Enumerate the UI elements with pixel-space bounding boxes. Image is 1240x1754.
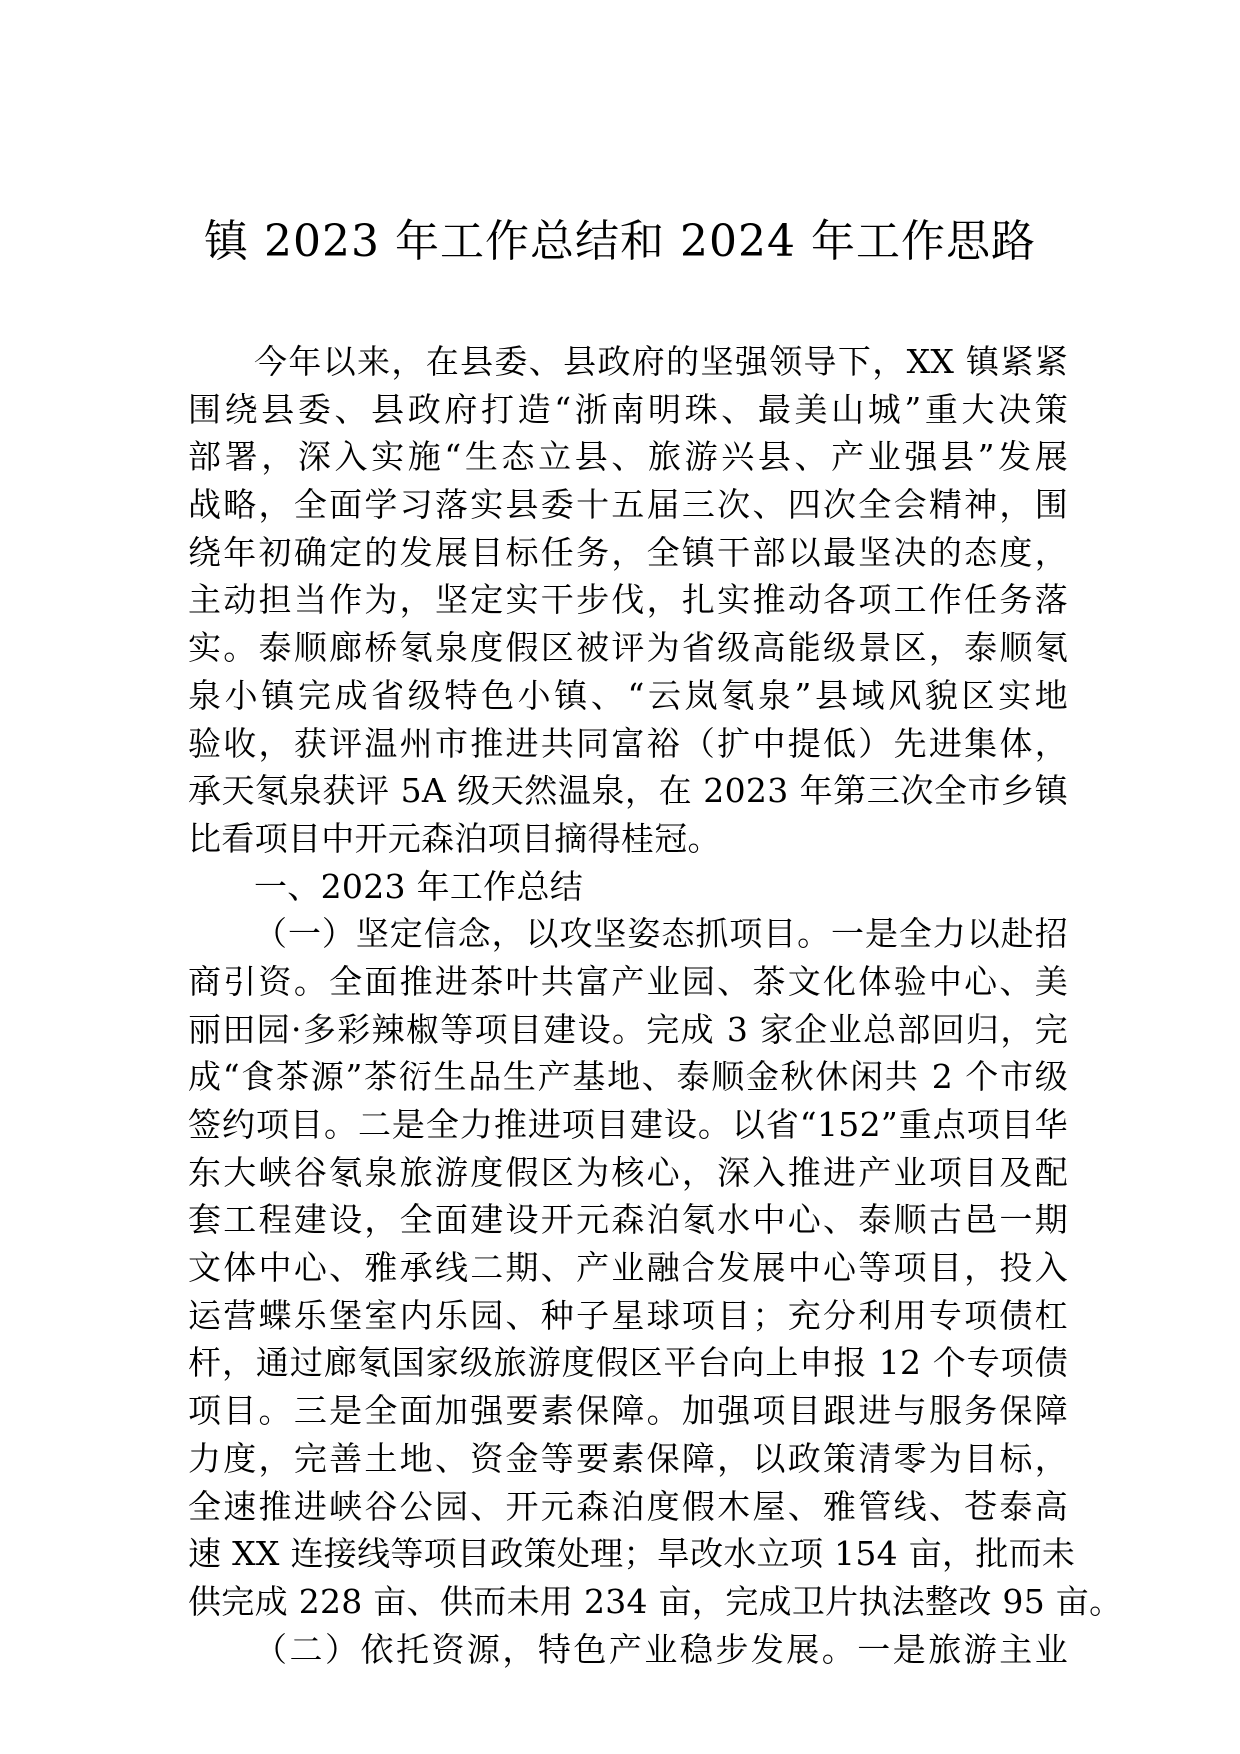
intro-line: 承天氡泉获评 5A 级天然温泉，在 2023 年第三次全市乡镇 <box>188 771 1068 811</box>
intro-line: 比看项目中开元森泊项目摘得桂冠。 <box>188 818 721 858</box>
section-one-line: 东大峡谷氡泉旅游度假区为核心，深入推进产业项目及配 <box>188 1152 1068 1192</box>
section-one-line: 速 XX 连接线等项目政策处理；旱改水立项 154 亩，批而未 <box>188 1534 1076 1574</box>
section-one-line: 签约项目。二是全力推进项目建设。以省“152”重点项目华 <box>188 1105 1068 1144</box>
intro-line: 验收，获评温州市推进共同富裕（扩中提低）先进集体， <box>188 723 1068 763</box>
intro-line: 绕年初确定的发展目标任务，全镇干部以最坚决的态度， <box>188 532 1068 572</box>
section-one-line: 成“食茶源”茶衍生品生产基地、泰顺金秋休闲共 2 个市级 <box>188 1057 1068 1097</box>
section-one-line: 力度，完善土地、资金等要素保障，以政策清零为目标， <box>188 1438 1068 1478</box>
section-one-line: 杆，通过廊氡国家级旅游度假区平台向上申报 12 个专项债 <box>188 1343 1068 1383</box>
document-title: 镇 2023 年工作总结和 2024 年工作思路 <box>204 216 1036 267</box>
section-one-line: 全速推进峡谷公园、开元森泊度假木屋、雅管线、苍泰高 <box>188 1486 1068 1526</box>
intro-line: 战略，全面学习落实县委十五届三次、四次全会精神，围 <box>188 485 1068 525</box>
section-two-line: （二）依托资源，特色产业稳步发展。一是旅游主业 <box>254 1629 1068 1669</box>
intro-line: 泉小镇完成省级特色小镇、“云岚氡泉”县域风貌区实地 <box>188 675 1068 715</box>
intro-line: 部署，深入实施“生态立县、旅游兴县、产业强县”发展 <box>188 437 1068 477</box>
intro-line: 今年以来，在县委、县政府的坚强领导下，XX 镇紧紧 <box>254 342 1068 381</box>
section-one-line: 文体中心、雅承线二期、产业融合发展中心等项目，投入 <box>188 1248 1068 1288</box>
section-one-line: 商引资。全面推进茶叶共富产业园、茶文化体验中心、美 <box>188 961 1068 1001</box>
intro-line: 围绕县委、县政府打造“浙南明珠、最美山城”重大决策 <box>188 389 1068 429</box>
section-one-line: 运营蝶乐堡室内乐园、种子星球项目；充分利用专项债杠 <box>188 1295 1068 1335</box>
section-one-line: 项目。三是全面加强要素保障。加强项目跟进与服务保障 <box>188 1391 1068 1431</box>
section-one-line: 套工程建设，全面建设开元森泊氡水中心、泰顺古邑一期 <box>188 1200 1068 1240</box>
section-one-line: 丽田园·多彩辣椒等项目建设。完成 3 家企业总部回归，完 <box>188 1009 1068 1049</box>
section-heading: 一、2023 年工作总结 <box>254 866 584 906</box>
intro-line: 实。泰顺廊桥氡泉度假区被评为省级高能级景区，泰顺氡 <box>188 628 1068 668</box>
document-body <box>188 338 1123 1673</box>
intro-line: 主动担当作为，坚定实干步伐，扎实推动各项工作任务落 <box>188 580 1068 620</box>
section-one-line: 供完成 228 亩、供而未用 234 亩，完成卫片执法整改 95 亩。 <box>188 1581 1123 1621</box>
section-one-line: （一）坚定信念，以攻坚姿态抓项目。一是全力以赴招 <box>254 914 1068 954</box>
